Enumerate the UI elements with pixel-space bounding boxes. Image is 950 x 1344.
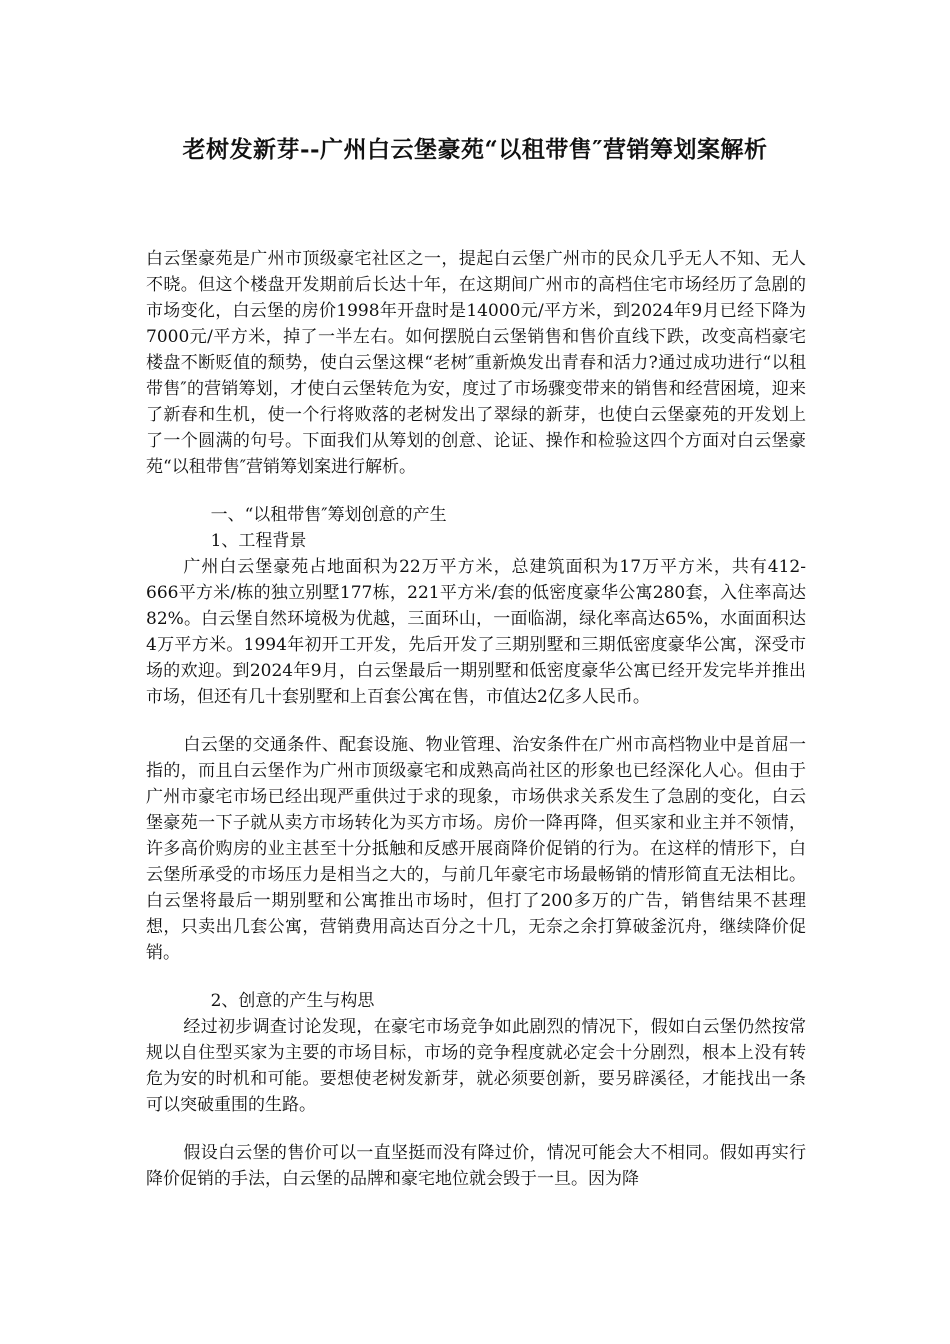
idea-paragraph-2: 假设白云堡的售价可以一直坚挺而没有降过价，情况可能会大不相同。假如再实行降价促销的手法，白云堡的品牌和豪宅地位就会毁于一旦。因为降 [146, 1143, 806, 1189]
subsection-heading: 1、工程背景 [210, 531, 307, 551]
background-paragraph-1: 广州白云堡豪苑占地面积为22万平方米，总建筑面积为17万平方米，共有412-666平方米/栋的独立别墅177栋，221平方米/套的低密度豪华公寓280套，入住率高达82%。白云堡自然环境极为优越，三面环山，一面临湖，绿化率高达65%，水面面积达4万平方米。1994年初开工开发，先后开发了三期别墅和三期低密度豪华公寓，深受市场的欢迎。到2024年9月，白云堡最后一期别墅和低密度豪华公寓已经开发完毕并推出市场，但还有几十套别墅和上百套公寓在售，市值达2亿多人民币。 [146, 557, 806, 707]
spacer [146, 710, 806, 732]
spacer [146, 1118, 806, 1140]
intro-paragraph: 白云堡豪苑是广州市顶级豪宅社区之一，提起白云堡广州市的民众几乎无人不知、无人不晓。但这个楼盘开发期前后长达十年，在这期间广州市的高档住宅市场经历了急剧的市场变化，白云堡的房价1998年开盘时是14000元/平方米，到2024年9月已经下降为7000元/平方米，掉了一半左右。如何摆脱白云堡销售和售价直线下跌，改变高档豪宅楼盘不断贬值的颓势，使白云堡这棵“老树″重新焕发出青春和活力?通过成功进行“以租带售″的营销筹划，才使白云堡转危为安，度过了市场骤变带来的销售和经营困境，迎来了新春和生机，使一个行将败落的老树发出了翠绿的新芽，也使白云堡豪苑的开发划上了一个圆满的句号。下面我们从筹划的创意、论证、操作和检验这四个方面对白云堡豪苑“以租带售″营销筹划案进行解析。 [146, 249, 806, 477]
document-title: 老树发新芽--广州白云堡豪苑“以租带售″营销筹划案解析 [182, 136, 768, 163]
section-heading: 一、“以租带售″筹划创意的产生 [210, 505, 447, 525]
subsection-heading: 2、创意的产生与构思 [210, 991, 375, 1011]
spacer [146, 480, 806, 502]
document-body [146, 246, 806, 1192]
idea-paragraph-1: 经过初步调查讨论发现，在豪宅市场竞争如此剧烈的情况下，假如白云堡仍然按常规以自住型买家为主要的市场目标，市场的竞争程度就必定会十分剧烈，根本上没有转危为安的时机和可能。要想使老树发新芽，就必须要创新，要另辟溪径，才能找出一条可以突破重围的生路。 [146, 1017, 806, 1115]
background-paragraph-2: 白云堡的交通条件、配套设施、物业管理、治安条件在广州市高档物业中是首屈一指的，而且白云堡作为广州市顶级豪宅和成熟高尚社区的形象也已经深化人心。但由于广州市豪宅市场已经出现严重供过于求的现象，市场供求关系发生了急剧的变化，白云堡豪苑一下子就从卖方市场转化为买方市场。房价一降再降，但买家和业主并不领情，许多高价购房的业主甚至十分抵触和反感开展商降价促销的行为。在这样的情形下，白云堡所承受的市场压力是相当之大的，与前几年豪宅市场最畅销的情形简直无法相比。白云堡将最后一期别墅和公寓推出市场时，但打了200多万的广告，销售结果不甚理想，只卖出几套公寓，营销费用高达百分之十几，无奈之余打算破釜沉舟，继续降价促销。 [146, 735, 806, 963]
spacer [146, 966, 806, 988]
